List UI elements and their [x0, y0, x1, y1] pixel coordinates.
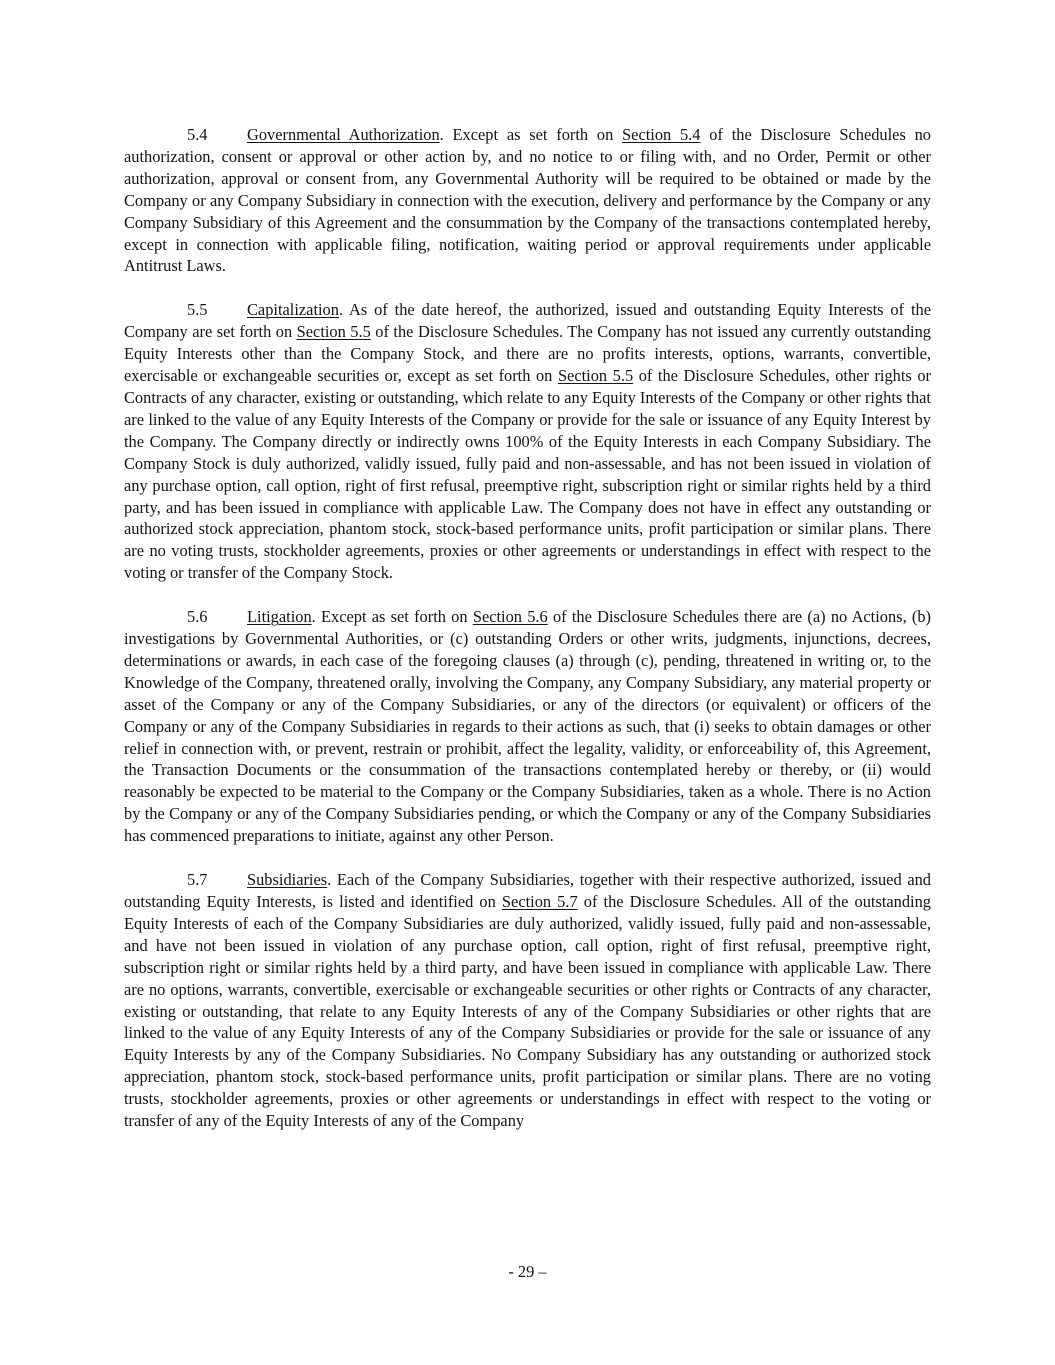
- section-5-7: [124, 869, 931, 1132]
- section-5-6: [124, 606, 931, 847]
- page-number: - 29 –: [508, 1262, 547, 1281]
- section-heading: Governmental Authorization: [247, 125, 440, 144]
- section-number: 5.5: [187, 300, 208, 320]
- section-text: of the Disclosure Schedules there are (a) no Actions, (b) investigations by Governmental Authorities, or (c) outstanding Orders or other writs, judgments, injunctions, decrees, determinations or awards, in each case of the foregoing clauses (a) through (c), pending, threatened in writing or, to the Knowledge of the Company, threatened orally, involving the Company, any Company Subsidiary, any material property or asset of the Company or any of the Company Subsidiaries, or any of the directors (or equivalent) or officers of the Company or any of the Company Subsidiaries in regards to their actions as such, that (i) seeks to obtain damages or other relief in connection with, or prevent, restrain or prohibit, affect the legality, validity, or enforceability of, this Agreement, the Transaction Documents or the consummation of the transactions contemplated hereby or thereby, or (ii) would reasonably be expected to be material to the Company or the Company Subsidiaries, taken as a whole. There is no Action by the Company or any of the Company Subsidiaries pending, or which the Company or any of the Company Subsidiaries has commenced preparations to initiate, against any other Person.: [124, 607, 932, 846]
- section-number: 5.7: [187, 870, 208, 890]
- section-text: . Each of the Company Subsidiaries, together with their respective authorized, issued and outstanding Equity Interests, is listed and identified on: [124, 870, 931, 911]
- section-5-4: [124, 124, 931, 277]
- section-reference: Section 5.6: [472, 607, 548, 627]
- section-heading: Subsidiaries: [247, 870, 328, 890]
- section-5-5: [124, 299, 931, 584]
- section-heading: Litigation: [247, 607, 312, 627]
- section-text: of the Disclosure Schedules. The Company has not issued any currently outstanding Equity Interests other than the Company Stock, and there are no profits interests, options, warrants, convertible, exercisable or exchangeable securities or, except as set forth on: [124, 322, 931, 386]
- section-reference: Section 5.7: [501, 892, 578, 911]
- section-reference: Section 5.5: [557, 366, 634, 386]
- section-heading: Capitalization: [247, 300, 339, 320]
- section-text: . As of the date hereof, the authorized, issued and outstanding Equity Interests of the Company are set forth on: [124, 300, 931, 342]
- section-reference: Section 5.4: [622, 125, 701, 144]
- section-reference: Section 5.5: [296, 322, 371, 342]
- section-number: 5.6: [187, 607, 208, 627]
- section-text: . Except as set forth on: [311, 607, 473, 627]
- section-text: . Except as set forth on: [439, 125, 623, 144]
- section-number: 5.4: [187, 125, 208, 144]
- section-text: of the Disclosure Schedules. All of the outstanding Equity Interests of each of the Company Subsidiaries are duly authorized, validly issued, fully paid and non-assessable, and have not been issued in violation of any purchase option, call option, right of first refusal, preemptive right, subscription right or similar rights held by a third party, and have been issued in compliance with applicable Law. There are no options, warrants, convertible, exercisable or exchangeable securities or other rights or Contracts of any character, existing or outstanding, that relate to any Equity Interests of any of the Company Subsidiaries or other rights that are linked to the value of any Equity Interests of any of the Company Subsidiaries or provide for the sale or issuance of any Equity Interests by any of the Company Subsidiaries. No Company Subsidiary has any outstanding or authorized stock appreciation, phantom stock, stock-based performance units, profit participation or similar plans. There are no voting trusts, stockholder agreements, proxies or other agreements or understandings in effect with respect to the voting or transfer of any of the Equity Interests of any of the Company: [124, 892, 931, 1131]
- section-text: of the Disclosure Schedules, other rights or Contracts of any character, existing or outstanding, which relate to any Equity Interests of the Company or other rights that are linked to the value of any Equity Interests of the Company or provide for the sale or issuance of any Equity Interest by the Company. The Company directly or indirectly owns 100% of the Equity Interests in each Company Subsidiary. The Company Stock is duly authorized, validly issued, fully paid and non-assessable, and has not been issued in violation of any purchase option, call option, right of first refusal, preemptive right, subscription right or similar rights held by a third party, and has been issued in compliance with applicable Law. The Company does not have in effect any outstanding or authorized stock appreciation, phantom stock, stock-based performance units, profit participation or similar plans. There are no voting trusts, stockholder agreements, proxies or other agreements or understandings in effect with respect to the voting or transfer of the Company Stock.: [124, 366, 931, 583]
- section-text: of the Disclosure Schedules no authorization, consent or approval or other action by, and no notice to or filing with, and no Order, Permit or other authorization, approval or consent from, any Governmental Authority will be required to be obtained or made by the Company or any Company Subsidiary in connection with the execution, delivery and performance by the Company or any Company Subsidiary of this Agreement and the consummation by the Company of the transactions contemplated hereby, except in connection with applicable filing, notification, waiting period or approval requirements under applicable Antitrust Laws.: [124, 125, 931, 276]
- document-body: [124, 124, 931, 1154]
